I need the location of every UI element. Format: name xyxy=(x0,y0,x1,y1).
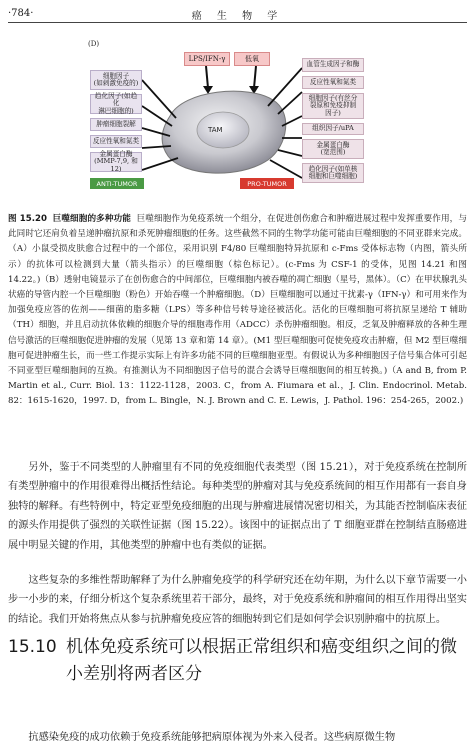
pro-tumor-label: PRO-TUMOR xyxy=(240,178,294,189)
cell-label: TAM xyxy=(208,126,223,134)
arrow-lps xyxy=(206,66,208,88)
pro-factor-tissue-factor: 组织因子/uPA xyxy=(302,123,364,135)
section-number: 15.10 xyxy=(8,637,57,657)
anti-factor-lysis: 肿瘤细胞裂解 xyxy=(90,118,142,131)
running-title: 癌 生 物 学 xyxy=(191,11,284,22)
body-paragraph: 这些复杂的多维性帮助解释了为什么肿瘤免疫学的科学研究还在幼年期，为什么以下章节需要一小步一小步的来，仔细分析这个复杂系统里若干部分，最终，对于免疫系统和肿瘤间的相互作用得出坚实的结论。我们开始将焦点从参与抗肿瘤免疫应答的细胞转到它们是如何学会识别肿瘤中的抗原上。 xyxy=(8,575,467,625)
anti-tumor-label: ANTI-TUMOR xyxy=(90,178,144,189)
section-title: 机体免疫系统可以根据正常组织和癌变组织之间的微小差别将两者区分 xyxy=(66,637,457,684)
pro-factor-mmp: 金属蛋白酶 (宽范围) xyxy=(302,139,364,159)
nucleus xyxy=(197,112,249,148)
arrow-hypoxia xyxy=(254,66,256,88)
figure-caption xyxy=(8,212,467,410)
caption-text: 巨噬细胞作为免疫系统一个组分，在促进创伤愈合和肿瘤进展过程中发挥重要作用，与此同时它还肩负着呈递肿瘤抗原和杀死肿瘤细胞的任务。这些截然不同的生物学功能可能由巨噬细胞的不同亚群来完成。（A）小鼠受损皮肤愈合过程中的一个部位，采用识别 F4/80 巨噬细胞特异抗原和 c-Fms 受体标志物（内图，箭头所示）的抗体可以检测到大量（箭头指示）的巨噬细胞（棕色标记）。(c-Fms 为 CSF-1 的受体，见图 14.21 和图 14.22。)（B）透射电镜显示了在创伤愈合的中间部位，巨噬细胞内被吞噬的凋亡细胞（星号，黑体）。（C）在甲状腺乳头状癌的导管内腔一个巨噬细胞（粉色）开始吞噬一个肿瘤细胞。（D）巨噬细胞可以通过干扰素-γ（IFN-γ）和可用来作为加强免疫应答的佐剂——细菌的脂多糖（LPS）等多种信号转导途径被活化。活化的巨噬细胞可将抗原呈递给 T 辅助（TH）细胞，并且启动抗体依赖的细胞介导的细胞毒作用（ADCC）杀伤肿瘤细胞。相反，乏氧及肿瘤释放的各种生理信号激活的巨噬细胞促进肿瘤的发展（见第 13 章和第 14 章）。(M1 型巨噬细胞可促使免疫攻击肿瘤，但 M2 型巨噬细胞可促进肿瘤生长，而一些工作提示实际上有许多功能不同的巨噬细胞亚型。有假说认为多种细胞因子信号集合体可引起不同亚型巨噬细胞间的互换。有推测认为不同细胞因子信号的混合会诱导巨噬细胞间的相互转换。)（A and B, from P. Martin et al., Curr. Biol. 13：1122-1128，2003. C，from A. Fiumara et al.，J. Clin. Endocrinol. Metab. 82：1615-1620，1997. D，from L. Bingle，N. J. Brown and C. E. Lewis，J. Pathol. 196：254-265，2002.) xyxy=(8,214,467,407)
page-number: ·784· xyxy=(8,8,34,19)
figure-macrophage-functions xyxy=(88,38,366,198)
body-paragraph: 抗感染免疫的成功依赖于免疫系统能够把病原体视为外来入侵者。这些病原微生物 xyxy=(28,732,396,743)
figure-id: 图 15.20 xyxy=(8,214,47,224)
pro-factor-chemokines: 趋化因子(如单核 细胞和巨噬细胞) xyxy=(302,163,364,183)
panel-label: (D) xyxy=(88,40,100,48)
pro-factor-angiogenic: 血管生成因子和酶 xyxy=(302,58,364,72)
pro-factor-cytokines: 细胞因子(有丝分 裂原和免疫抑制 因子) xyxy=(302,93,364,119)
page-header xyxy=(8,6,467,23)
anti-factor-cytokines: 细胞因子 (如刺激免疫的) xyxy=(90,70,142,90)
stimulus-hypoxia: 低氧 xyxy=(234,52,270,66)
body-paragraph: 另外，鉴于不同类型的人肿瘤里有不同的免疫细胞代表类型（图 15.21），对于免疫系统在控制所有类型肿瘤中的作用很难得出概括性结论。每种类型的肿瘤对其与免疫系统间的相互作用都有一套自身独特的解释。有些特例中，特定亚型免疫细胞的出现与肿瘤进展情况密切相关，为其能否控制临床表征的源头作用提供了强烈的关联性证据（图 15.22）。该图中的证据点出了 T 细胞亚群在控制结直肠癌进展中明显关键的作用，其他类型的肿瘤中也有类似的证据。 xyxy=(8,462,467,551)
anti-factor-chemokines: 趋化因子(如趋化 淋巴细胞的) xyxy=(90,94,142,114)
pro-factor-ros: 反应性氧和氮类 xyxy=(302,76,364,89)
anti-factor-ros: 反应性氧和氮类 xyxy=(90,135,142,148)
anti-factor-mmp: 金属蛋白酶 (MMP-7,9, 和12) xyxy=(90,152,142,172)
figure-title: 巨噬细胞的多种功能 xyxy=(52,214,131,224)
stimulus-lps-ifn: LPS/IFN-γ xyxy=(184,52,230,66)
